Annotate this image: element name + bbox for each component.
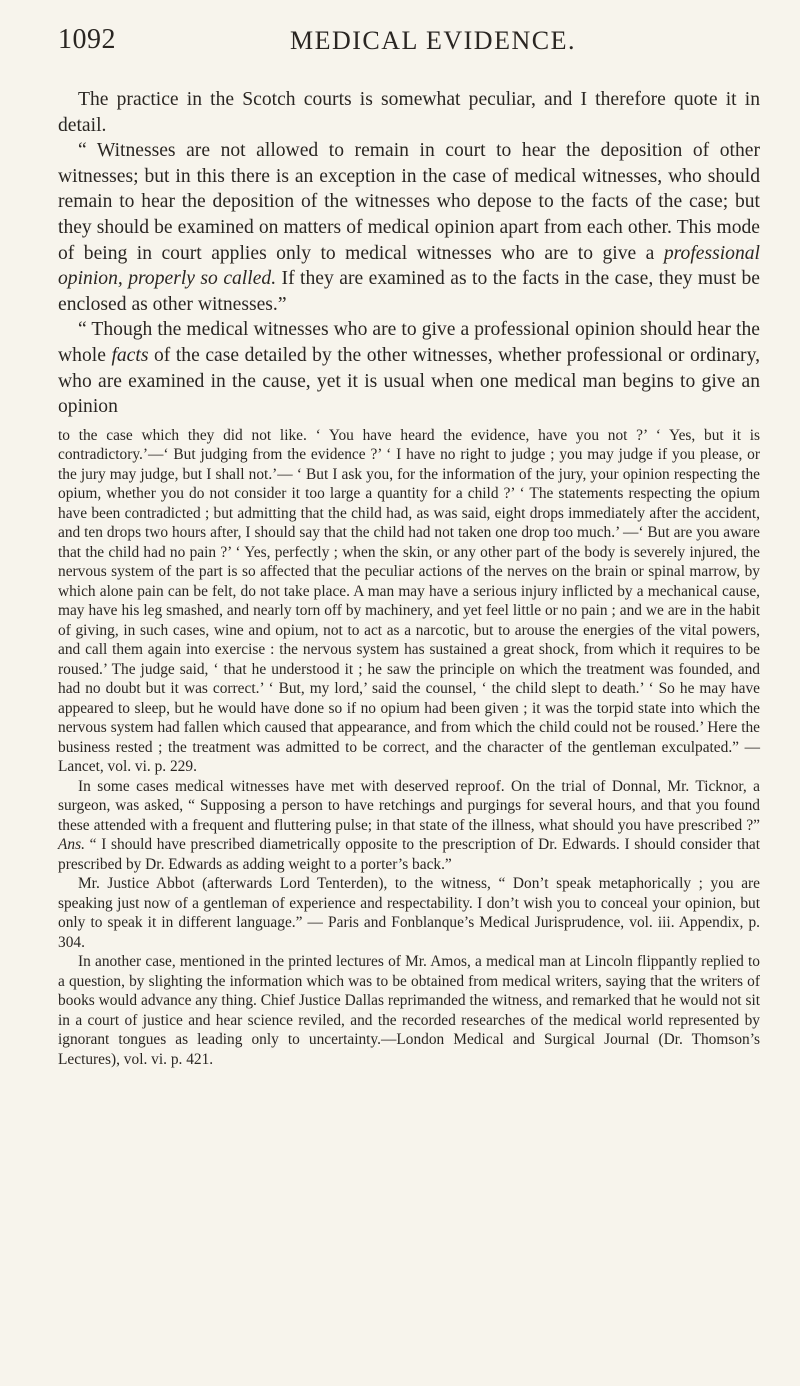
italic-run: Ans. [58,836,85,854]
text-run: In another case, mentioned in the printed lectures of Mr. Amos, a medical man at Lincoln flippantly replied to a question, by slighting the information which was to be obtained from medical writers, saying that the writers of books would advance any thing. Chief Justice Dallas reprimanded the witness, and remarked that he would not sit in a court of justice and hear science reviled, and the recorded researches of the medical world represented by ignorant tongues as leading only to uncertainty.—London Medical and Surgical Journal (Dr. Thomson’s Lectures), vol. vi. p. 421. [58,953,760,1068]
quoted-text [58,426,760,1070]
text-run: Mr. Justice Abbot (afterwards Lord Tenterden), to the witness, “ Don’t speak metaphorically ; you are speaking just now of a gentleman of experience and respectability. I don’t wish you to conceal your opinion, but only to speak it in different language.” — Paris and Fonblanque’s Medical Jurisprudence, vol. iii. Appendix, p. 304. [58,875,760,951]
paragraph [58,952,760,1069]
paragraph [58,426,760,777]
running-title: MEDICAL EVIDENCE. [290,26,576,55]
text-run: “ Witnesses are not allowed to remain in court to hear the deposition of other witnesses; but in this there is an exception in the case of medical witnesses, who should remain to hear the deposition of the witnesses who depose to the facts of the case; but they should be examined on matters of medical opinion apart from each other. This mode of being in court applies only to medical witnesses who are to give a [58,140,760,264]
italic-run: professional opinion, properly so called. [58,242,760,290]
paragraph [58,777,760,875]
italic-run: facts [111,344,149,366]
page-header [58,24,760,64]
main-text [58,87,760,420]
paragraph [58,317,760,419]
text-run: If they are examined as to the facts in the case, they must be enclosed as other witnesses.” [58,268,760,315]
text-run: In some cases medical witnesses have met with deserved reproof. On the trial of Donnal, Mr. Ticknor, a surgeon, was asked, “ Supposing a person to have retchings and purgings for several hours, and that you found these attended with a frequent and fluttering pulse; in that state of the illness, what should you have prescribed ?” [58,777,760,834]
paragraph [58,874,760,952]
paragraph [58,138,760,317]
paragraph [58,87,760,138]
text-run: “ I should have prescribed diametrically opposite to the prescription of Dr. Edwards. I should consider that prescribed by Dr. Edwards as adding weight to a porter’s back.” [58,836,760,873]
text-run: The practice in the Scotch courts is somewhat peculiar, and I therefore quote it in detail. [58,89,760,136]
page-number: 1092 [58,24,116,55]
text-run: of the case detailed by the other witnesses, whether professional or ordinary, who are examined in the cause, yet it is usual when one medical man begins to give an opinion [58,344,760,418]
text-run: to the case which they did not like. ‘ You have heard the evidence, have you not ?’ ‘ Yes, but it is contradictory.’—‘ But judging from the evidence ?’ ‘ I have no right to judge ; you may judge if you please, or the jury may judge, but I shall not.’— ‘ But I ask you, for the information of the jury, your opinion respecting the opium, whether you do not consider it too large a quantity for a child ?’ ‘ The statements respecting the opium have been contradicted ; but admitting that the child had, as was said, eight drops immediately after the accident, and ten drops two hours after, I should say that the child had not taken one drop too much.’ —‘ But are you aware that the child had no pain ?’ ‘ Yes, perfectly ; when the skin, or any other part of the body is severely injured, the nervous system of the part is so affected that the peculiar actions of the nerves on the brain or spinal marrow, by which alone pain can be felt, do not take place. A man may have a serious injury inflicted by a mechanical cause, may have his leg smashed, and nearly torn off by machinery, and yet feel little or no pain ; and we are in the habit of giving, in such cases, wine and opium, not to act as a narcotic, but to arouse the energies of the vital powers, and call them again into exercise : the nervous system has sustained a great shock, from which it requires to be roused.’ The judge said, ‘ that he understood it ; he saw the principle on which the treatment was founded, and had no doubt but it was correct.’ ‘ But, my lord,’ said the counsel, ‘ the child slept to death.’ ‘ So he may have appeared to sleep, but he would have done so if no opium had been given ; it was the torpid state into which the nervous system had fallen which caused that appearance, and from which the child could not be roused.’ Here the business rested ; the treatment was admitted to be correct, and the character of the gentleman exculpated.” — Lancet, vol. vi. p. 229. [58,426,760,776]
text-run: “ Though the medical witnesses who are to give a professional opinion should hear the whole [58,319,760,366]
